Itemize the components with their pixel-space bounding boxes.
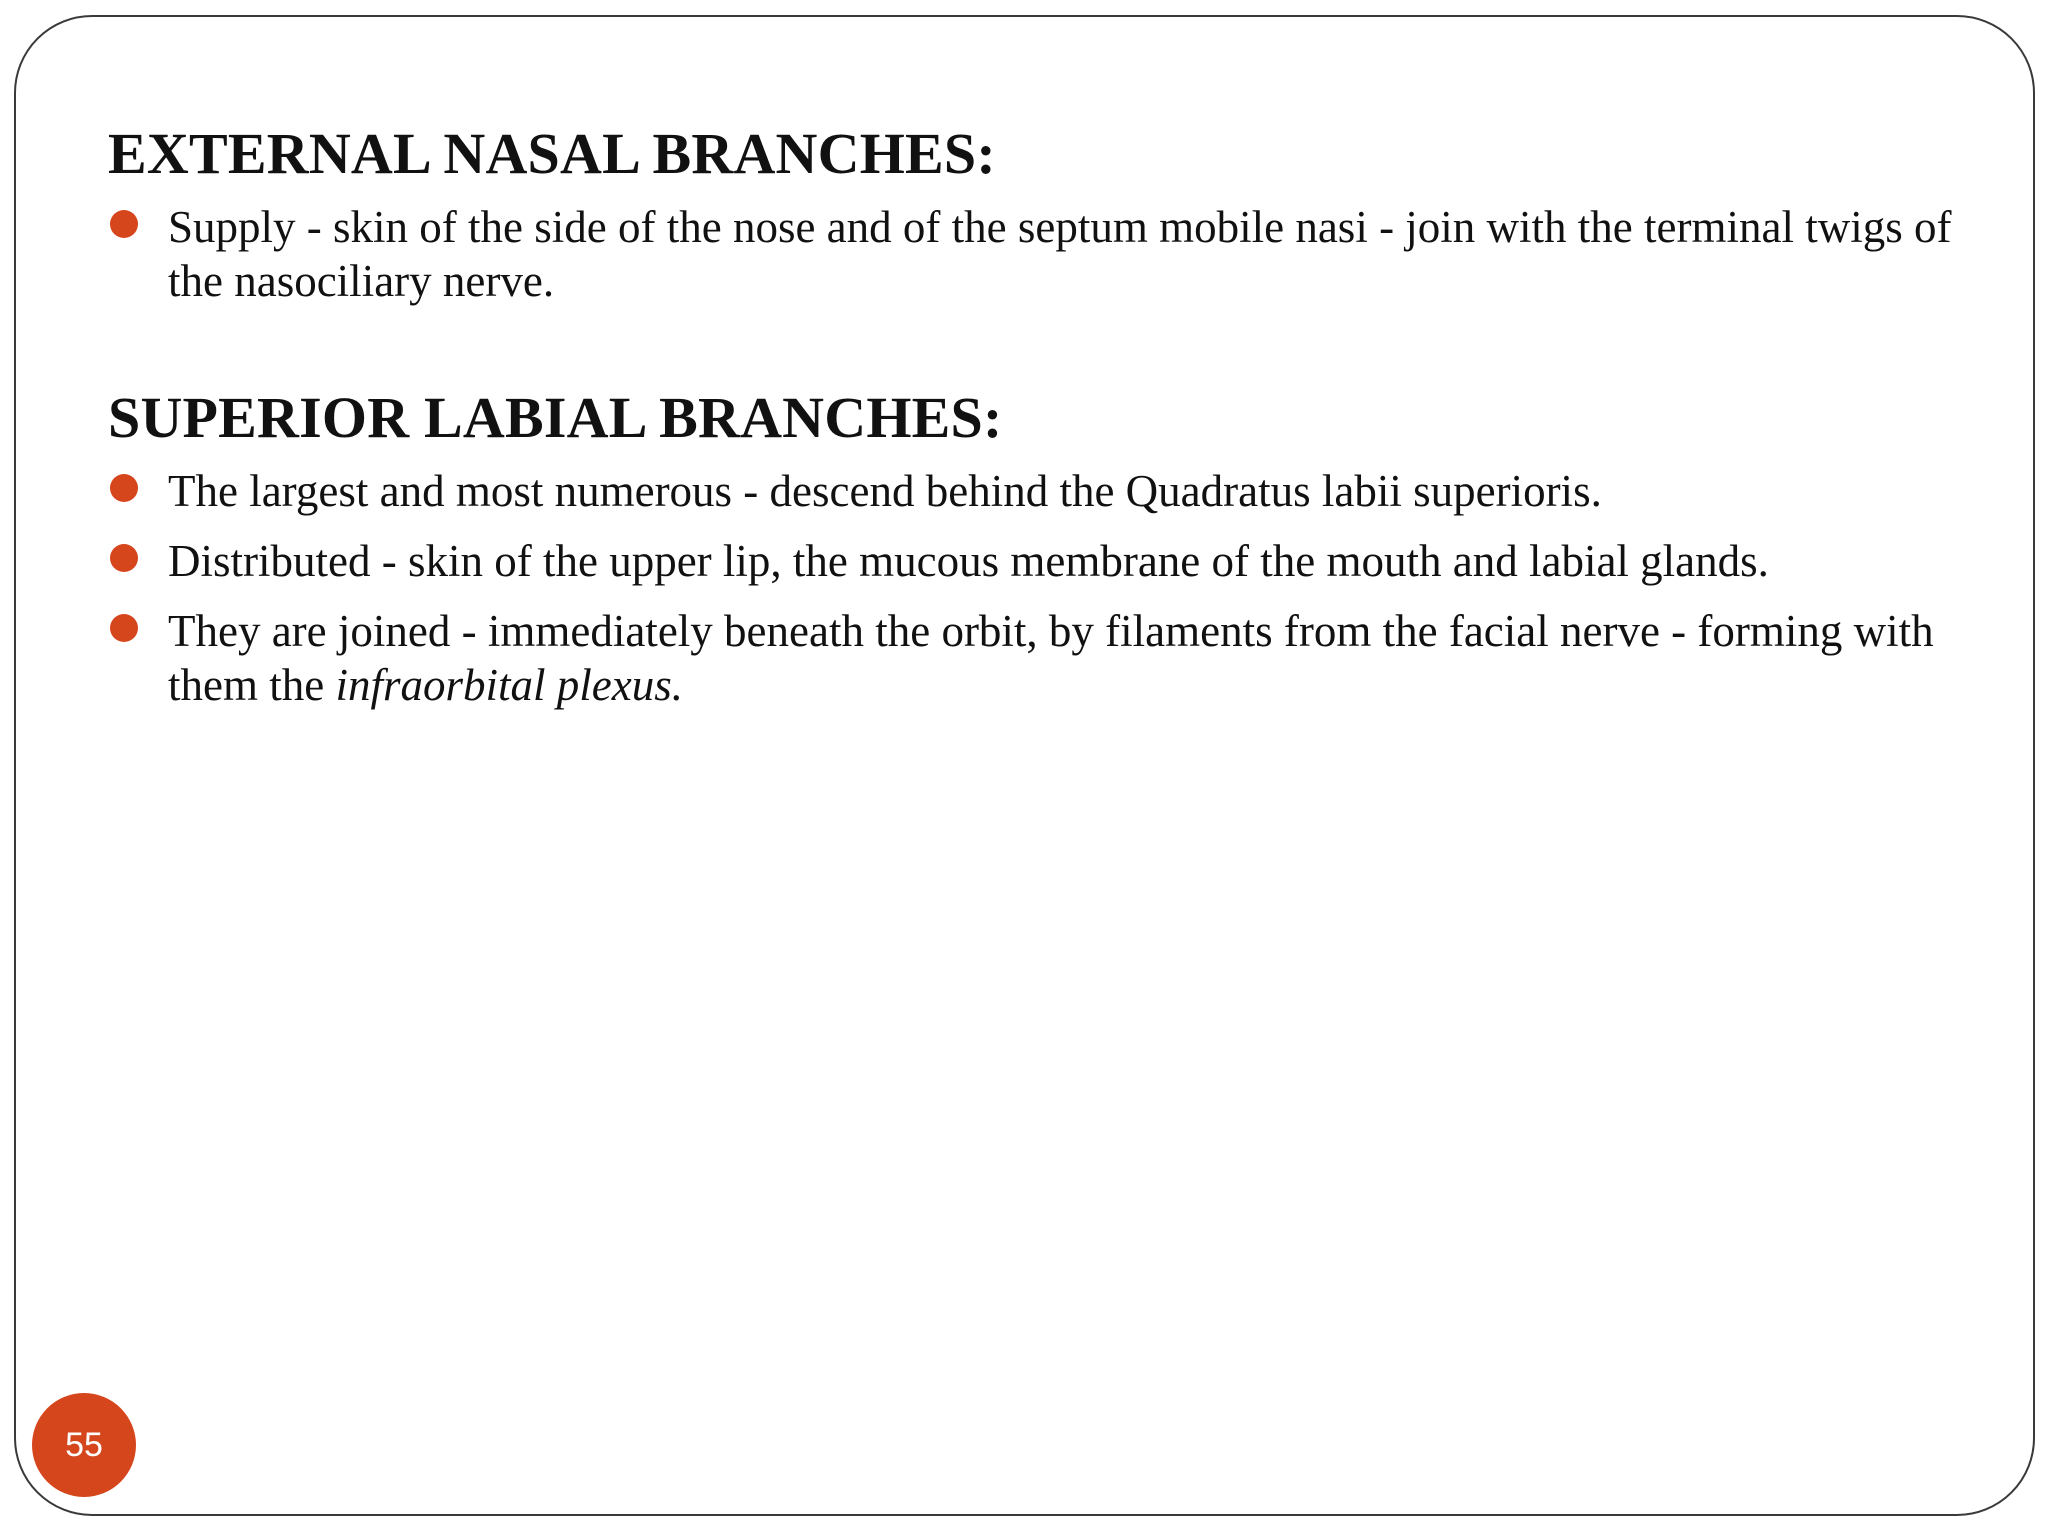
list-item	[108, 604, 1968, 712]
bullet-text-main: They are joined - immediately beneath the orbit, by filaments from the facial nerve - forming with them the	[168, 605, 1934, 710]
bullet-text	[168, 606, 1934, 710]
page-number-badge	[32, 1393, 136, 1497]
list-item	[108, 200, 1968, 308]
page-number: 55	[65, 1425, 103, 1464]
section-heading-external-nasal: EXTERNAL NASAL BRANCHES:	[108, 121, 996, 186]
list-item	[108, 534, 1968, 588]
bullet-dot-icon	[110, 210, 138, 238]
bullet-dot-icon	[110, 474, 138, 502]
bullet-text: The largest and most numerous - descend behind the Quadratus labii superioris.	[168, 465, 1602, 516]
slide-content	[108, 122, 1968, 728]
bullet-list-superior-labial	[108, 464, 1968, 712]
list-item	[108, 464, 1968, 518]
bullet-text: Distributed - skin of the upper lip, the mucous membrane of the mouth and labial glands.	[168, 535, 1769, 586]
bullet-dot-icon	[110, 614, 138, 642]
bullet-text-italic-term: infraorbital plexus.	[335, 659, 683, 710]
bullet-list-external-nasal	[108, 200, 1968, 308]
bullet-dot-icon	[110, 544, 138, 572]
section-heading-superior-labial: SUPERIOR LABIAL BRANCHES:	[108, 384, 1003, 450]
bullet-text: Supply - skin of the side of the nose and of the septum mobile nasi - join with the terminal twigs of the nasociliary nerve.	[168, 201, 1952, 306]
